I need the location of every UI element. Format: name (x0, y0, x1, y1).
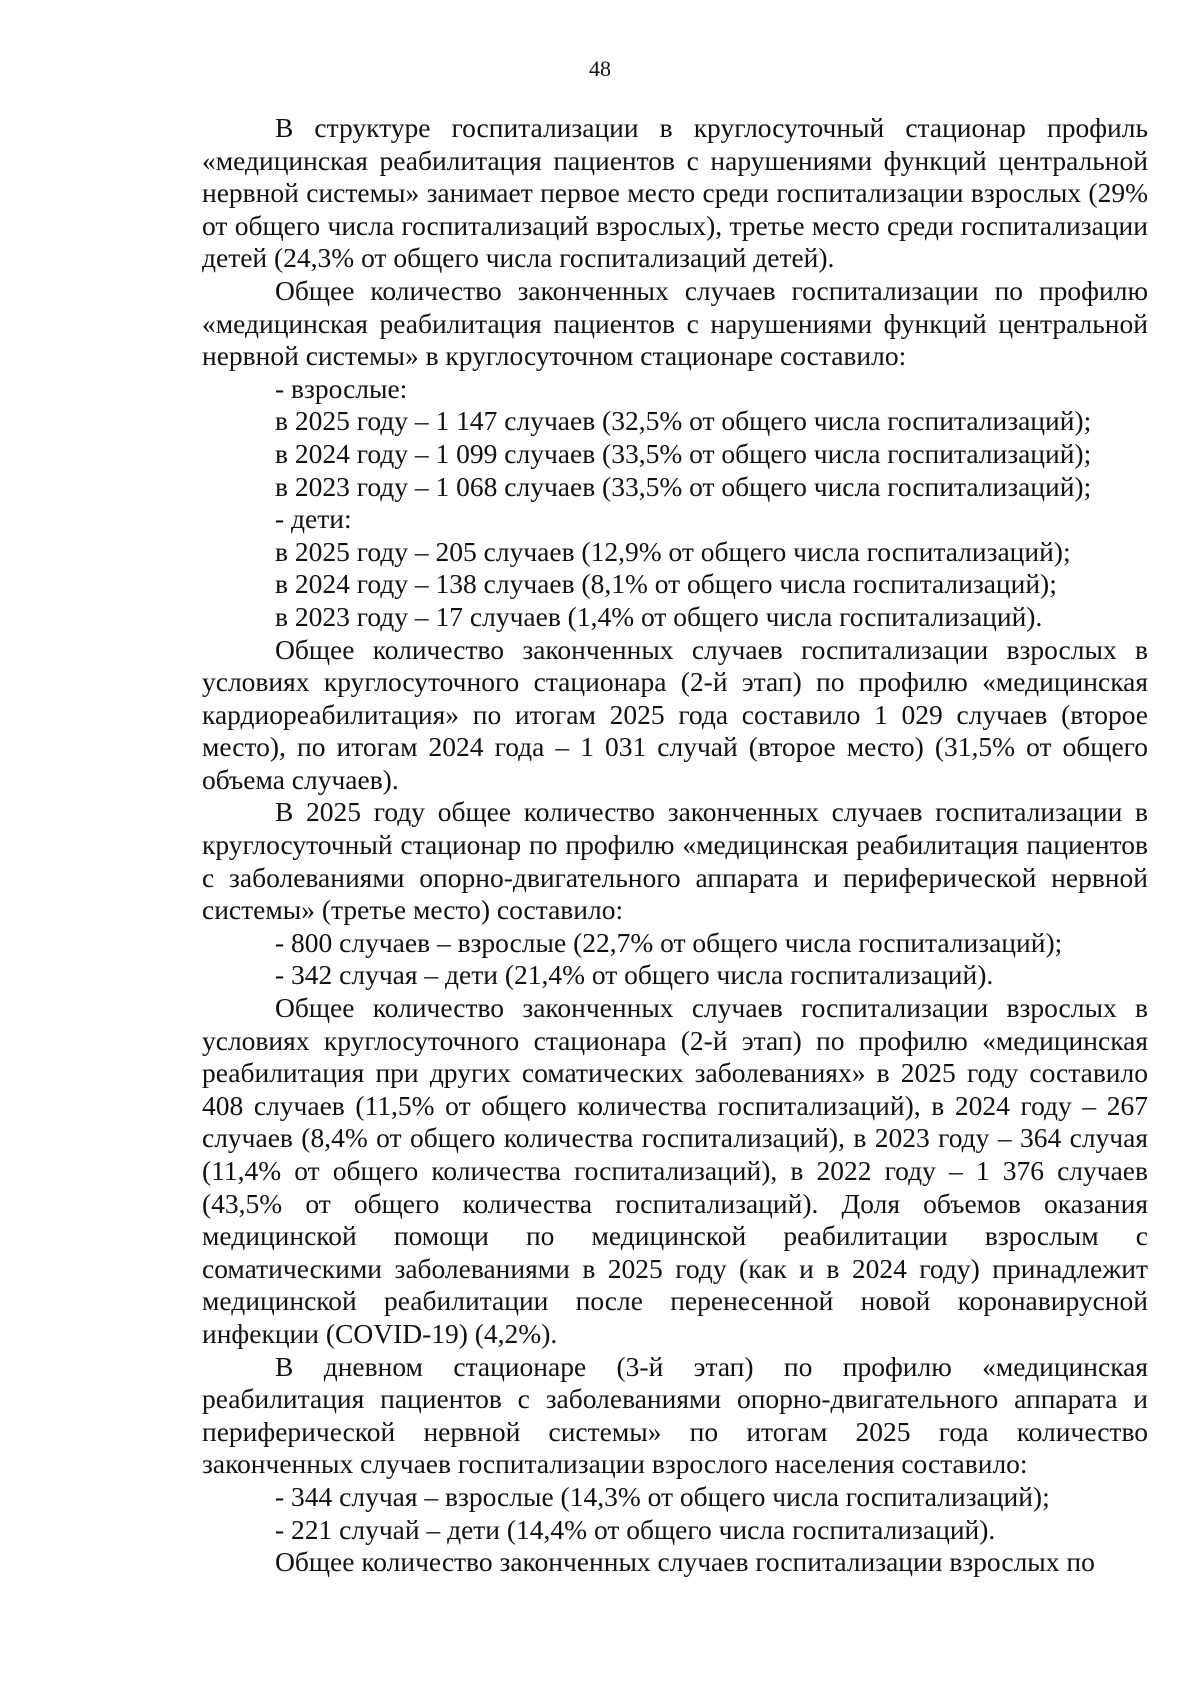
paragraph-cardio-rehabilitation: Общее количество законченных случаев госпитализации взрослых в условиях круглосуточного стационара (2-й этап) по профилю «медицинская кардиореабилитация» по итогам 2025 года составило 1 029 случаев (второе место), по итогам 2024 года – 1 031 случай (второе место) (31,5% от общего объема случаев). (202, 633, 1148, 795)
list-item-children-2024: в 2024 году – 138 случаев (8,1% от общего числа госпитализаций); (275, 568, 1057, 600)
list-item-day-hospital-children: - 221 случай – дети (14,4% от общего числа госпитализаций). (275, 1513, 996, 1545)
list-item-children-2025: в 2025 году – 205 случаев (12,9% от общего числа госпитализаций); (275, 535, 1071, 567)
list-item-musculoskeletal-adults: - 800 случаев – взрослые (22,7% от общего числа госпитализаций); (275, 926, 1063, 958)
list-item-adults-header: - взрослые: (275, 372, 408, 404)
paragraph-musculoskeletal-24h: В 2025 году общее количество законченных случаев госпитализации в круглосуточный стационар по профилю «медицинская реабилитация пациентов с заболеваниями опорно-двигательного аппарата и периферической нервной системы» (третье место) составило: (202, 796, 1148, 926)
paragraph-day-hospital: В дневном стационаре (3-й этап) по профилю «медицинская реабилитация пациентов с заболеваниями опорно-двигательного аппарата и периферической нервной системы» по итогам 2025 года количество законченных случаев госпитализации взрослого населения составило: (202, 1350, 1148, 1480)
list-item-musculoskeletal-children: - 342 случая – дети (21,4% от общего числа госпитализаций). (275, 959, 994, 991)
page-number: 48 (589, 56, 611, 81)
list-item-adults-2024: в 2024 году – 1 099 случаев (33,5% от общего числа госпитализаций); (275, 437, 1092, 469)
paragraph-continued: Общее количество законченных случаев госпитализации взрослых по (275, 1546, 1095, 1578)
list-item-children-2023: в 2023 году – 17 случаев (1,4% от общего числа госпитализаций). (275, 600, 1043, 632)
list-item-children-header: - дети: (275, 503, 352, 535)
list-item-day-hospital-adults: - 344 случая – взрослые (14,3% от общего числа госпитализаций); (275, 1480, 1050, 1512)
list-item-adults-2023: в 2023 году – 1 068 случаев (33,5% от общего числа госпитализаций); (275, 470, 1092, 502)
list-item-adults-2025: в 2025 году – 1 147 случаев (32,5% от общего числа госпитализаций); (275, 405, 1092, 437)
document-body (202, 112, 1148, 1579)
paragraph-cns-total: Общее количество законченных случаев госпитализации по профилю «медицинская реабилитация пациентов с нарушениями функций центральной нервной системы» в круглосуточном стационаре составило: (202, 274, 1148, 372)
paragraph-somatic-diseases: Общее количество законченных случаев госпитализации взрослых в условиях круглосуточного стационара (2-й этап) по профилю «медицинская реабилитация при других соматических заболеваниях» в 2025 году составило 408 случаев (11,5% от общего количества госпитализаций), в 2024 году – 267 случаев (8,4% от общего количества госпитализаций), в 2023 году – 364 случая (11,4% от общего количества госпитализаций), в 2022 году – 1 376 случаев (43,5% от общего количества госпитализаций). Доля объемов оказания медицинской помощи по медицинской реабилитации взрослым с соматическими заболеваниями в 2025 году (как и в 2024 году) принадлежит медицинской реабилитации после перенесенной новой коронавирусной инфекции (COVID-19) (4,2%). (202, 992, 1148, 1349)
paragraph-hospitalization-structure: В структуре госпитализации в круглосуточный стационар профиль «медицинская реабилитация пациентов с нарушениями функций центральной нервной системы» занимает первое место среди госпитализации взрослых (29% от общего числа госпитализаций взрослых), третье место среди госпитализации детей (24,3% от общего числа госпитализаций детей). (202, 112, 1148, 274)
